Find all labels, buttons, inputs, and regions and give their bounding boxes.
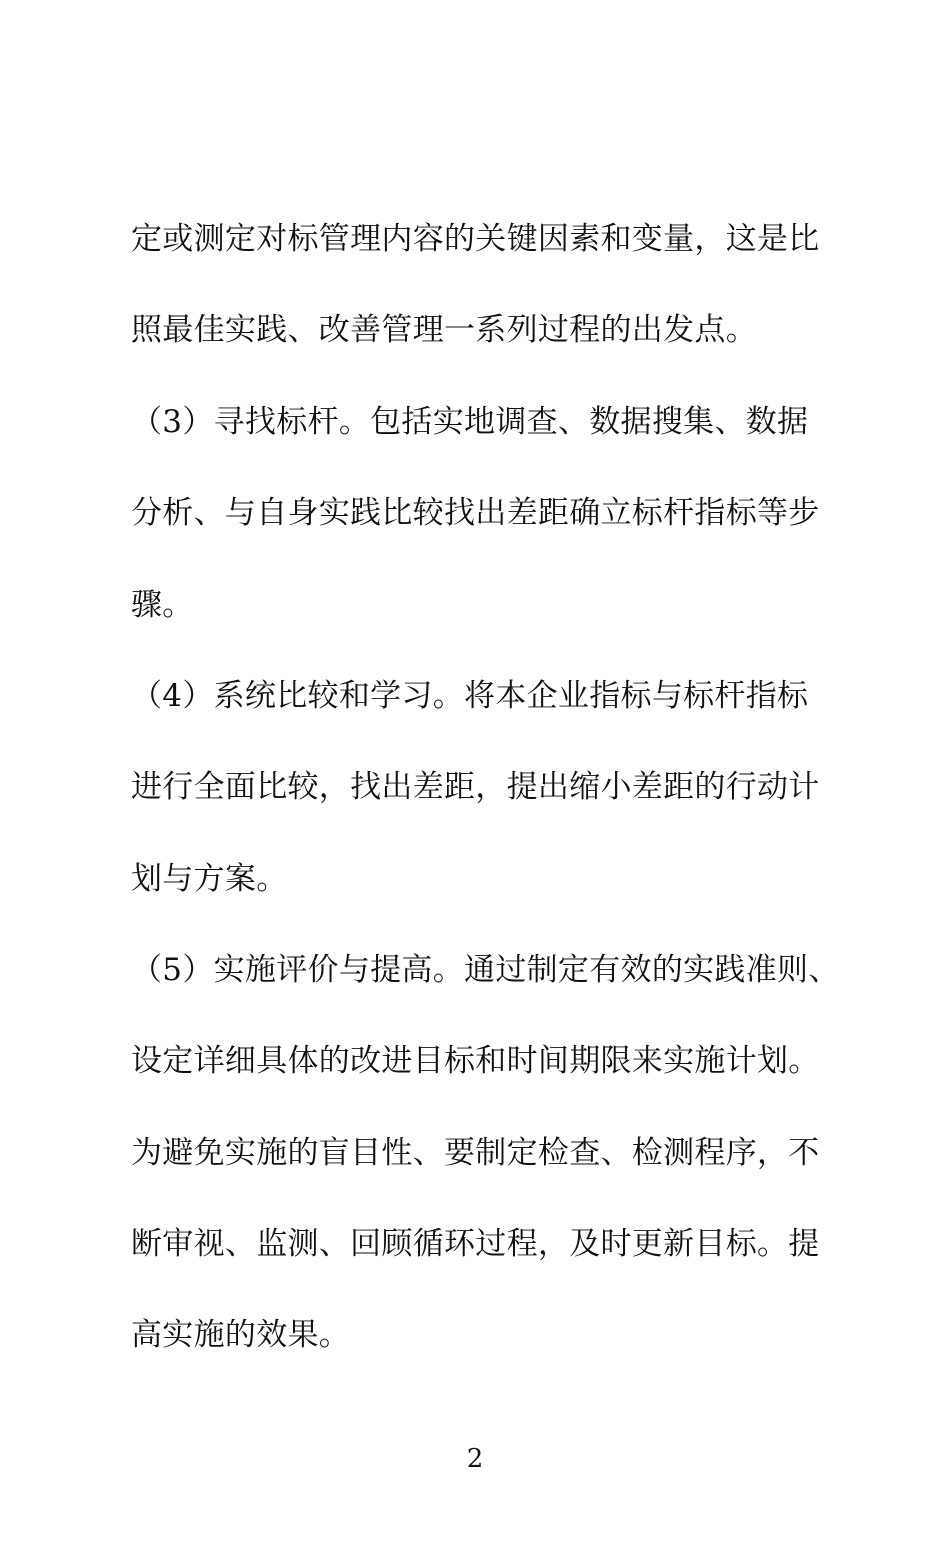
text-line: 骤。	[131, 587, 194, 623]
text-line: 分析、与自身实践比较找出差距确立标杆指标等步	[131, 495, 820, 531]
text-line: 照最佳实践、改善管理一系列过程的出发点。	[131, 312, 757, 348]
text-line: 定或测定对标管理内容的关键因素和变量，这是比	[131, 221, 820, 257]
text-line: 划与方案。	[131, 861, 288, 897]
text-line: 断审视、监测、回顾循环过程，及时更新目标。提	[131, 1226, 820, 1262]
text-line: 设定详细具体的改进目标和时间期限来实施计划。	[131, 1043, 820, 1079]
text-line: 高实施的效果。	[131, 1317, 351, 1353]
text-line: 进行全面比较，找出差距，提出缩小差距的行动计	[131, 769, 820, 805]
page-number: 2	[466, 1444, 484, 1474]
text-line: （3）寻找标杆。包括实地调查、数据搜集、数据	[131, 404, 809, 440]
text-line: 为避免实施的盲目性、要制定检查、检测程序，不	[131, 1135, 820, 1171]
text-line: （5）实施评价与提高。通过制定有效的实践准则、	[131, 952, 840, 988]
text-line: （4）系统比较和学习。将本企业指标与标杆指标	[131, 678, 809, 714]
